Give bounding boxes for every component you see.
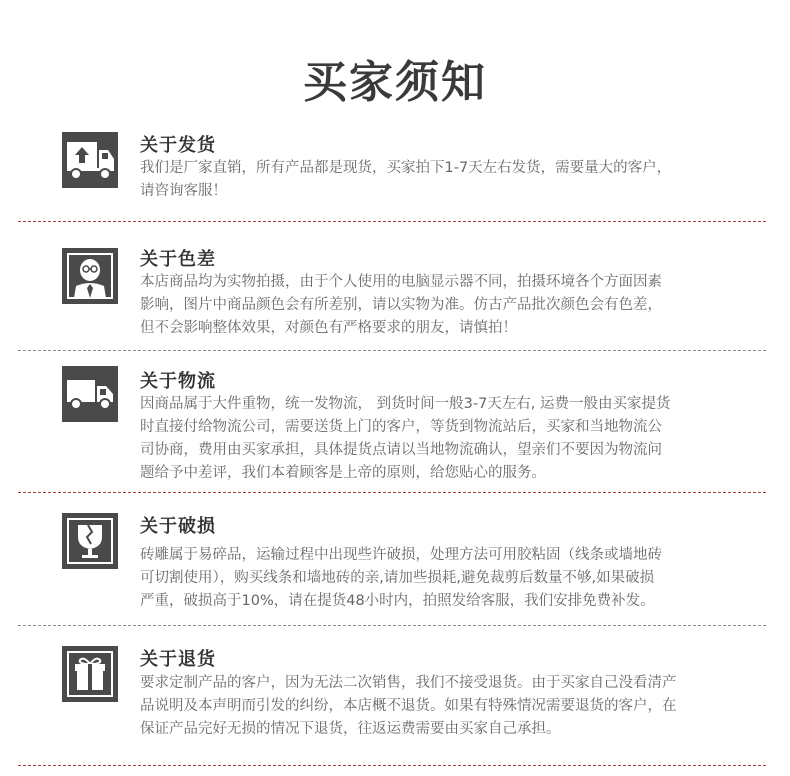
section-heading-returns: 关于退货 [140,649,216,670]
section-heading-color: 关于色差 [140,249,216,270]
body-line: 我们是厂家直销，所有产品都是现货，买家拍下1-7天左右发货，需要量大的客户， [140,160,672,176]
body-line: 可切割使用），购买线条和墙地砖的亲,请加些损耗,避免裁剪后数量不够,如果破损 [140,570,655,586]
body-line: 请咨询客服！ [140,183,227,199]
body-line: 保证产品完好无损的情况下退货，往返运费需要由买家自己承担。 [140,721,561,737]
delivery-truck-icon [62,132,118,188]
body-line: 影响，图片中商品颜色会有所差别，请以实物为准。仿古产品批次颜色会有色差， [140,297,662,313]
section-heading-logistics: 关于物流 [140,371,216,392]
body-line: 品说明及本声明而引发的纠纷，本店概不退货。如果有特殊情况需要退货的客户，在 [140,698,677,714]
section-divider [18,765,766,766]
broken-glass-icon [62,513,118,569]
section-heading-shipping: 关于发货 [140,135,216,156]
section-heading-damage: 关于破损 [140,516,216,537]
section-body-logistics [140,393,740,485]
section-divider [18,221,766,222]
truck-icon [62,366,118,422]
body-line: 砖雕属于易碎品，运输过程中出现些许破损，处理方法可用胶粘固（线条或墙地砖 [140,547,662,563]
body-line: 题给予中差评，我们本着顾客是上帝的原则，给您贴心的服务。 [140,465,546,481]
body-line: 但不会影响整体效果，对颜色有严格要求的朋友，请慎拍！ [140,320,517,336]
body-line: 因商品属于大件重物，统一发物流， 到货时间一般3-7天左右, 运费一般由买家提货 [140,396,671,412]
gift-box-icon [62,646,118,702]
section-body-returns [140,672,740,741]
section-body-color [140,271,740,340]
section-body-shipping [140,157,740,203]
section-divider [18,350,766,351]
section-divider [18,492,766,493]
page-title: 买家须知 [303,57,487,108]
body-line: 本店商品均为实物拍摄，由于个人使用的电脑显示器不同，拍摄环境各个方面因素 [140,274,662,290]
body-line: 时直接付给物流公司，需要送货上门的客户，等货到物流站后，买家和当地物流公 [140,419,662,435]
section-divider [18,625,766,626]
body-line: 司协商，费用由买家承担，具体提货点请以当地物流确认，望亲们不要因为物流问 [140,442,662,458]
body-line: 严重，破损高于10%，请在提货48小时内，拍照发给客服，我们安排免费补发。 [140,593,655,609]
body-line: 要求定制产品的客户，因为无法二次销售，我们不接受退货。由于买家自己没看清产 [140,675,677,691]
person-glasses-icon [62,248,118,304]
section-body-damage [140,544,740,613]
